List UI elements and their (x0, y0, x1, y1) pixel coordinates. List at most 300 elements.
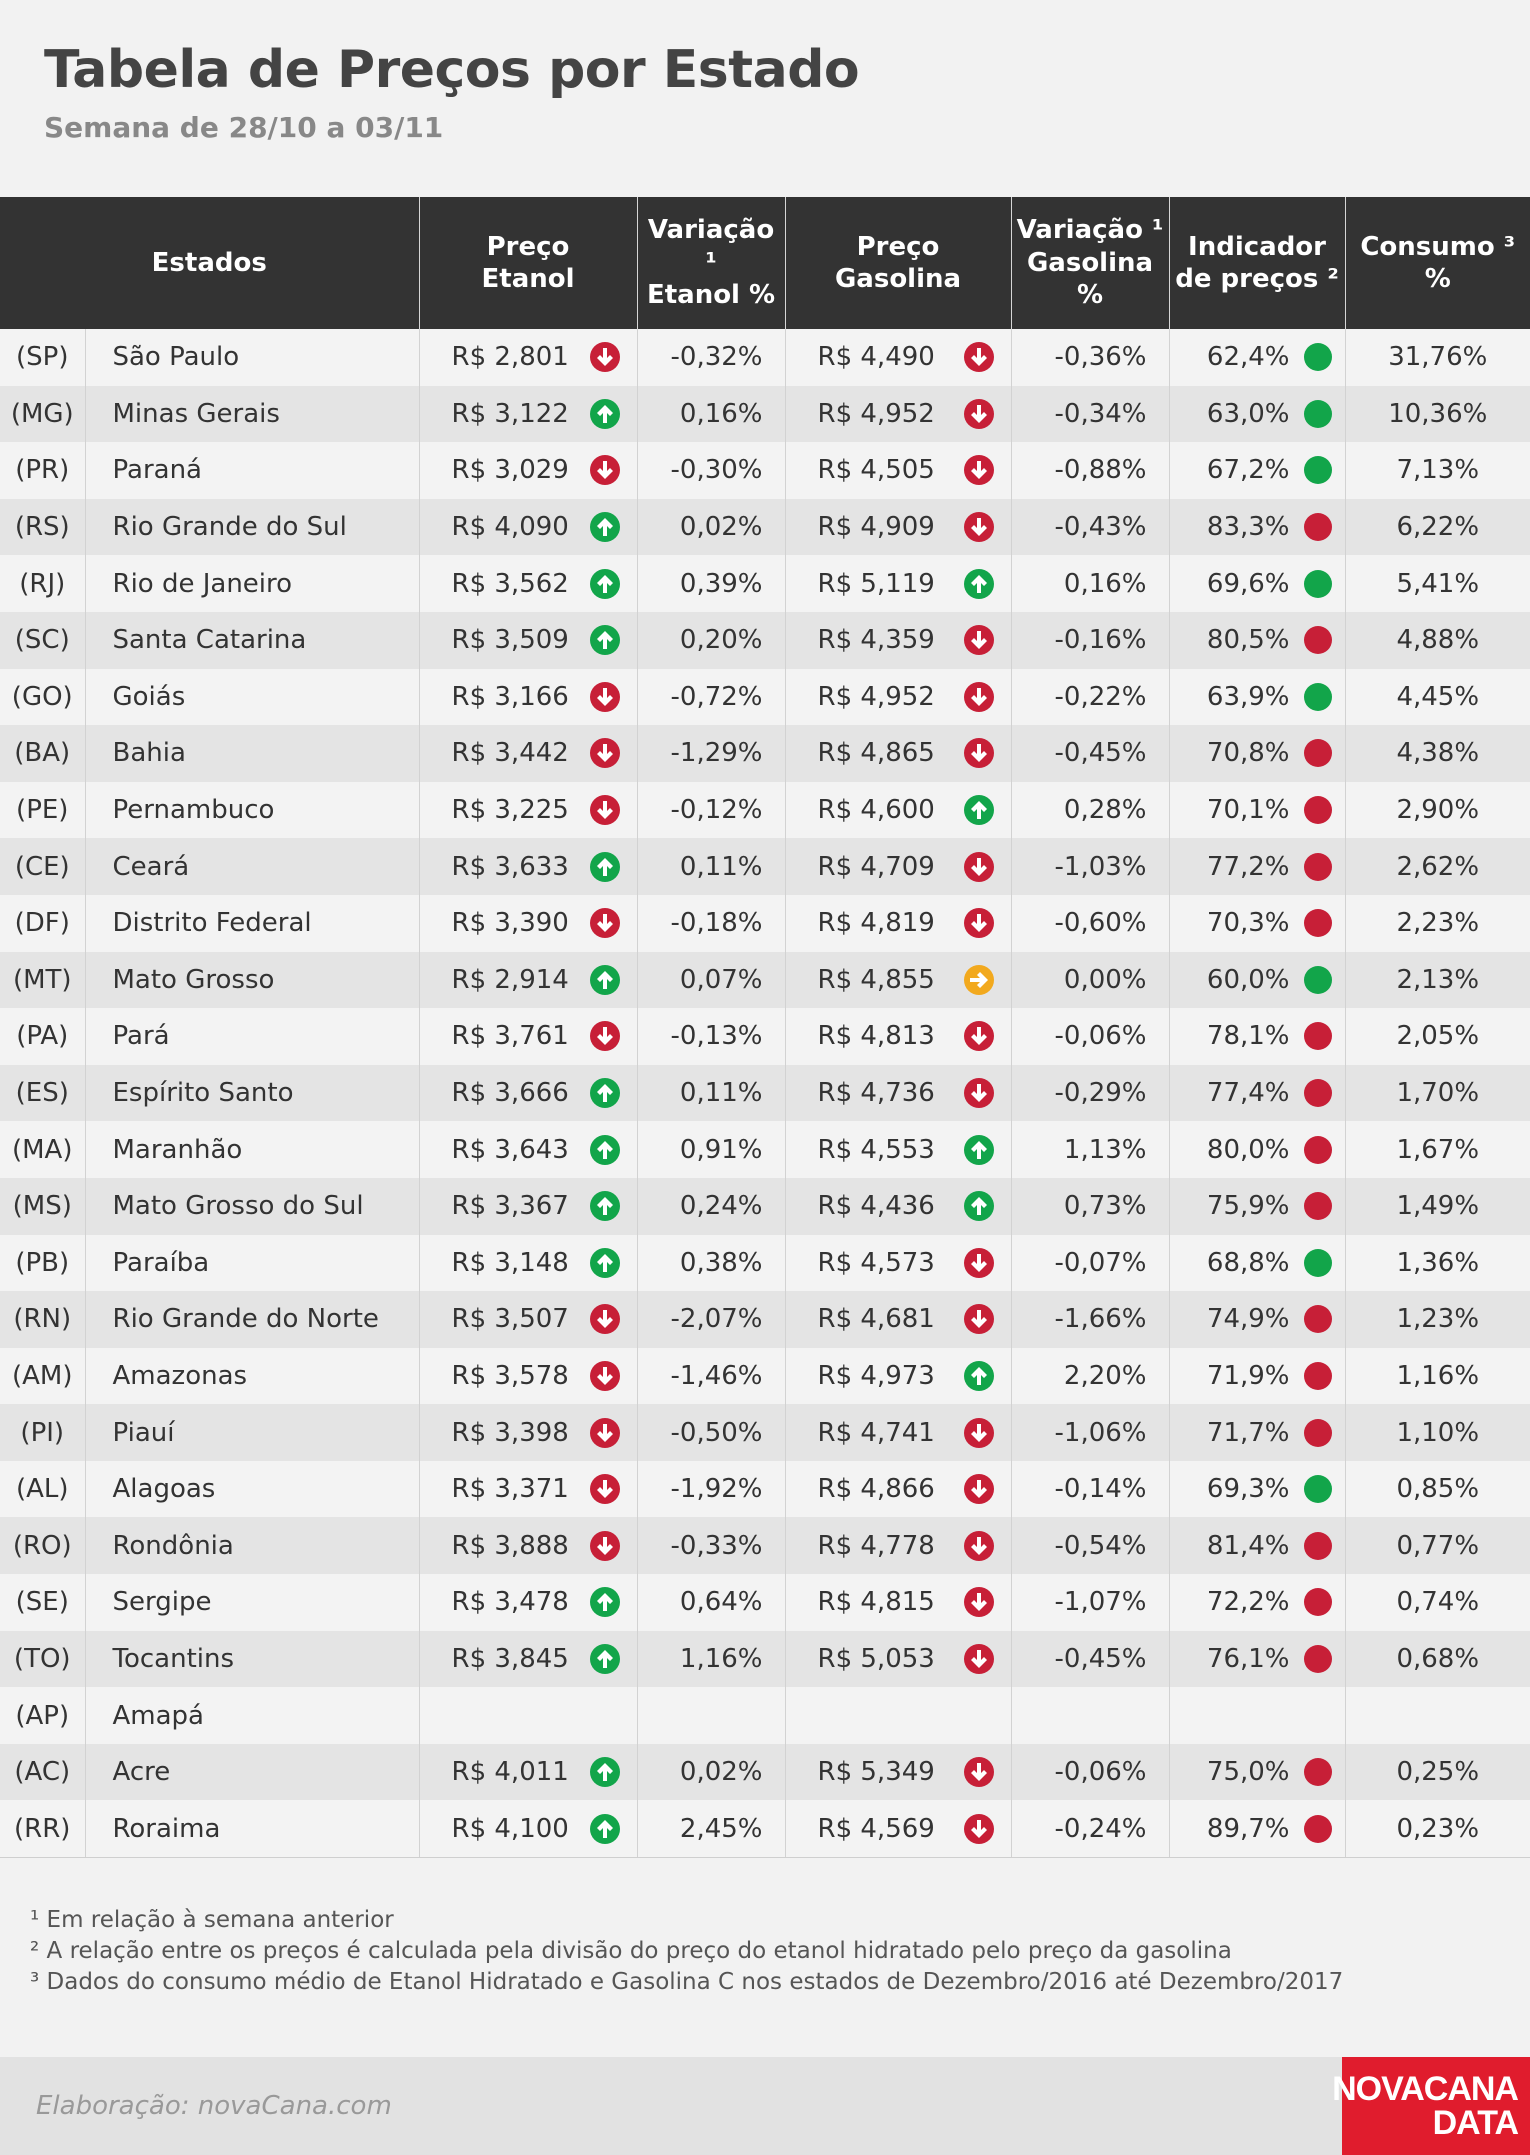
variation-gasolina: 0,00% (1011, 952, 1169, 1009)
variation-gasolina: 0,28% (1011, 782, 1169, 839)
consumption: 1,23% (1345, 1291, 1530, 1348)
logo-line-1: NOVACANA (1332, 2070, 1518, 2108)
price-gasolina-value: R$ 4,736 (817, 1078, 935, 1109)
state-name: Espírito Santo (85, 1065, 419, 1122)
variation-etanol: 0,39% (637, 555, 785, 612)
price-indicator (1169, 1178, 1345, 1235)
price-indicator-value: 60,0% (1206, 964, 1290, 995)
arrow-down-icon (963, 1020, 995, 1052)
price-indicator (1169, 1008, 1345, 1065)
price-gasolina (785, 1461, 1011, 1518)
green-dot-icon (1304, 400, 1332, 428)
variation-etanol: -0,50% (637, 1404, 785, 1461)
table-row (0, 1235, 1530, 1292)
red-dot-icon (1304, 513, 1332, 541)
price-gasolina (785, 1631, 1011, 1688)
price-gasolina-value: R$ 5,053 (817, 1643, 935, 1674)
variation-gasolina: 1,13% (1011, 1121, 1169, 1178)
price-gasolina (785, 1065, 1011, 1122)
price-etanol (419, 442, 637, 499)
price-etanol (419, 1065, 637, 1122)
consumption: 4,88% (1345, 612, 1530, 669)
price-etanol-value: R$ 3,367 (451, 1191, 569, 1222)
state-code: (AC) (0, 1744, 85, 1801)
variation-gasolina: -0,29% (1011, 1065, 1169, 1122)
variation-etanol: 1,16% (637, 1631, 785, 1688)
col-consumo: Consumo ³ % (1345, 197, 1530, 329)
green-dot-icon (1304, 1249, 1332, 1277)
consumption: 0,77% (1345, 1517, 1530, 1574)
price-indicator (1169, 1291, 1345, 1348)
variation-etanol: -1,29% (637, 725, 785, 782)
state-code: (BA) (0, 725, 85, 782)
consumption: 10,36% (1345, 386, 1530, 443)
arrow-right-icon (963, 964, 995, 996)
price-gasolina (785, 612, 1011, 669)
price-gasolina (785, 329, 1011, 386)
table-row (0, 555, 1530, 612)
arrow-down-icon (589, 1360, 621, 1392)
variation-etanol: 0,11% (637, 1065, 785, 1122)
state-name: Rio Grande do Norte (85, 1291, 419, 1348)
arrow-up-icon (963, 794, 995, 826)
state-name: Amapá (85, 1687, 419, 1744)
price-gasolina-value: R$ 4,681 (817, 1304, 935, 1335)
price-gasolina (785, 1121, 1011, 1178)
state-code: (PR) (0, 442, 85, 499)
arrow-up-icon (589, 1756, 621, 1788)
price-etanol (419, 612, 637, 669)
table-row (0, 1008, 1530, 1065)
price-indicator-value: 68,8% (1206, 1247, 1290, 1278)
price-gasolina-value: R$ 4,952 (817, 681, 935, 712)
arrow-up-icon (589, 1586, 621, 1618)
variation-etanol: -0,13% (637, 1008, 785, 1065)
price-gasolina (785, 1008, 1011, 1065)
header (44, 42, 859, 144)
price-indicator-value: 70,8% (1206, 738, 1290, 769)
red-dot-icon (1304, 1645, 1332, 1673)
table-row (0, 1800, 1530, 1857)
price-etanol (419, 1574, 637, 1631)
variation-etanol: -0,33% (637, 1517, 785, 1574)
price-gasolina-value: R$ 4,436 (817, 1191, 935, 1222)
price-gasolina-value: R$ 4,505 (817, 455, 935, 486)
table-row (0, 612, 1530, 669)
price-indicator (1169, 1800, 1345, 1857)
price-etanol-value: R$ 3,166 (451, 681, 569, 712)
price-etanol (419, 669, 637, 726)
arrow-down-icon (963, 454, 995, 486)
table-row (0, 838, 1530, 895)
price-gasolina-value: R$ 4,741 (817, 1417, 935, 1448)
consumption: 0,25% (1345, 1744, 1530, 1801)
price-gasolina-value: R$ 4,359 (817, 625, 935, 656)
arrow-down-icon (963, 907, 995, 939)
price-gasolina (785, 838, 1011, 895)
arrow-down-icon (963, 851, 995, 883)
state-name: Mato Grosso (85, 952, 419, 1009)
consumption: 7,13% (1345, 442, 1530, 499)
variation-etanol: 0,64% (637, 1574, 785, 1631)
state-name: Acre (85, 1744, 419, 1801)
price-indicator-value: 69,3% (1206, 1474, 1290, 1505)
price-etanol-value: R$ 4,011 (451, 1757, 569, 1788)
price-indicator (1169, 329, 1345, 386)
consumption: 1,67% (1345, 1121, 1530, 1178)
arrow-up-icon (589, 511, 621, 543)
price-indicator-value: 77,2% (1206, 851, 1290, 882)
consumption: 2,90% (1345, 782, 1530, 839)
price-gasolina (785, 952, 1011, 1009)
state-code: (PA) (0, 1008, 85, 1065)
price-etanol-value: R$ 3,845 (451, 1643, 569, 1674)
price-etanol-value: R$ 3,633 (451, 851, 569, 882)
consumption: 2,13% (1345, 952, 1530, 1009)
arrow-down-icon (963, 341, 995, 373)
state-code: (MA) (0, 1121, 85, 1178)
red-dot-icon (1304, 1758, 1332, 1786)
arrow-up-icon (589, 624, 621, 656)
price-gasolina-value: R$ 4,855 (817, 964, 935, 995)
price-indicator-value: 63,0% (1206, 398, 1290, 429)
price-etanol (419, 1178, 637, 1235)
state-name: Paraíba (85, 1235, 419, 1292)
footnotes (30, 1905, 1343, 1998)
price-indicator-value: 81,4% (1206, 1530, 1290, 1561)
table-row (0, 1517, 1530, 1574)
variation-etanol: 0,16% (637, 386, 785, 443)
red-dot-icon (1304, 1079, 1332, 1107)
price-gasolina-value: R$ 4,813 (817, 1021, 935, 1052)
price-etanol (419, 1461, 637, 1518)
footnote-1: ¹ Em relação à semana anterior (30, 1907, 394, 1933)
arrow-down-icon (963, 1586, 995, 1618)
table-row (0, 725, 1530, 782)
state-code: (RO) (0, 1517, 85, 1574)
arrow-up-icon (589, 1190, 621, 1222)
price-gasolina (785, 1744, 1011, 1801)
price-indicator (1169, 895, 1345, 952)
state-code: (PE) (0, 782, 85, 839)
variation-etanol: -1,46% (637, 1348, 785, 1405)
variation-etanol: 0,02% (637, 499, 785, 556)
state-name: Rio Grande do Sul (85, 499, 419, 556)
variation-etanol: -2,07% (637, 1291, 785, 1348)
arrow-down-icon (963, 1813, 995, 1845)
table-row (0, 1687, 1530, 1744)
state-code: (DF) (0, 895, 85, 952)
consumption: 5,41% (1345, 555, 1530, 612)
price-gasolina (785, 895, 1011, 952)
price-indicator (1169, 1065, 1345, 1122)
price-etanol (419, 1687, 637, 1744)
state-name: Bahia (85, 725, 419, 782)
footnote-3: ³ Dados do consumo médio de Etanol Hidratado e Gasolina C nos estados de Dezembro/2016 até Dezembro/2017 (30, 1969, 1344, 1995)
variation-gasolina: -0,06% (1011, 1008, 1169, 1065)
consumption: 2,62% (1345, 838, 1530, 895)
variation-gasolina (1011, 1687, 1169, 1744)
arrow-down-icon (589, 341, 621, 373)
price-gasolina (785, 1235, 1011, 1292)
price-indicator-value: 69,6% (1206, 568, 1290, 599)
green-dot-icon (1304, 456, 1332, 484)
price-etanol-value: R$ 3,643 (451, 1134, 569, 1165)
price-indicator (1169, 386, 1345, 443)
table-row (0, 1348, 1530, 1405)
red-dot-icon (1304, 1362, 1332, 1390)
col-estados: Estados (0, 197, 419, 329)
price-indicator (1169, 555, 1345, 612)
table-row (0, 1121, 1530, 1178)
table-row (0, 386, 1530, 443)
price-indicator-value: 89,7% (1206, 1813, 1290, 1844)
price-indicator (1169, 1404, 1345, 1461)
state-name: Maranhão (85, 1121, 419, 1178)
variation-etanol: -0,18% (637, 895, 785, 952)
price-indicator-value: 77,4% (1206, 1078, 1290, 1109)
arrow-down-icon (589, 907, 621, 939)
variation-gasolina: -0,54% (1011, 1517, 1169, 1574)
price-gasolina-value: R$ 4,819 (817, 908, 935, 939)
price-gasolina-value: R$ 4,815 (817, 1587, 935, 1618)
arrow-down-icon (589, 1303, 621, 1335)
table-header-row (0, 197, 1530, 329)
arrow-down-icon (963, 1530, 995, 1562)
variation-gasolina: -0,60% (1011, 895, 1169, 952)
table-row (0, 895, 1530, 952)
red-dot-icon (1304, 626, 1332, 654)
state-name: Goiás (85, 669, 419, 726)
state-name: Piauí (85, 1404, 419, 1461)
logo-line-2: DATA (1432, 2104, 1518, 2142)
price-etanol-value: R$ 4,100 (451, 1813, 569, 1844)
variation-gasolina: -1,07% (1011, 1574, 1169, 1631)
col-variacao-gasolina: Variação ¹ Gasolina % (1011, 197, 1169, 329)
price-etanol-value: R$ 4,090 (451, 512, 569, 543)
table-row (0, 1744, 1530, 1801)
variation-gasolina: -0,06% (1011, 1744, 1169, 1801)
state-code: (RJ) (0, 555, 85, 612)
price-etanol (419, 1008, 637, 1065)
page-title: Tabela de Preços por Estado (44, 40, 860, 100)
variation-gasolina: -0,43% (1011, 499, 1169, 556)
variation-etanol: 0,24% (637, 1178, 785, 1235)
red-dot-icon (1304, 853, 1332, 881)
price-gasolina-value: R$ 4,573 (817, 1247, 935, 1278)
price-indicator-value: 74,9% (1206, 1304, 1290, 1335)
price-gasolina (785, 1404, 1011, 1461)
table-row (0, 1461, 1530, 1518)
price-gasolina-value: R$ 4,909 (817, 512, 935, 543)
price-gasolina (785, 555, 1011, 612)
price-table (0, 197, 1530, 1858)
price-indicator-value: 70,3% (1206, 908, 1290, 939)
variation-gasolina: -1,66% (1011, 1291, 1169, 1348)
price-indicator-value: 62,4% (1206, 342, 1290, 373)
arrow-up-icon (963, 1190, 995, 1222)
price-indicator (1169, 1744, 1345, 1801)
arrow-up-icon (589, 1247, 621, 1279)
price-etanol (419, 386, 637, 443)
price-indicator (1169, 1517, 1345, 1574)
price-gasolina-value: R$ 4,866 (817, 1474, 935, 1505)
state-name: Amazonas (85, 1348, 419, 1405)
price-etanol (419, 838, 637, 895)
state-code: (MT) (0, 952, 85, 1009)
state-code: (GO) (0, 669, 85, 726)
arrow-down-icon (963, 1303, 995, 1335)
consumption: 1,70% (1345, 1065, 1530, 1122)
price-indicator (1169, 1235, 1345, 1292)
price-etanol-value: R$ 3,122 (451, 398, 569, 429)
consumption: 1,36% (1345, 1235, 1530, 1292)
col-preco-gasolina: Preço Gasolina (785, 197, 1011, 329)
red-dot-icon (1304, 1136, 1332, 1164)
price-indicator-value: 70,1% (1206, 795, 1290, 826)
arrow-down-icon (589, 794, 621, 826)
credit-text: Elaboração: novaCana.com (36, 2091, 392, 2121)
price-gasolina-value: R$ 4,778 (817, 1530, 935, 1561)
price-indicator-value: 75,0% (1206, 1757, 1290, 1788)
green-dot-icon (1304, 966, 1332, 994)
price-etanol-value: R$ 3,507 (451, 1304, 569, 1335)
price-indicator (1169, 952, 1345, 1009)
price-indicator (1169, 1121, 1345, 1178)
price-gasolina (785, 499, 1011, 556)
price-etanol (419, 1348, 637, 1405)
arrow-down-icon (963, 511, 995, 543)
state-name: Ceará (85, 838, 419, 895)
footer (0, 2057, 1530, 2155)
price-etanol (419, 1744, 637, 1801)
variation-etanol: 0,91% (637, 1121, 785, 1178)
variation-etanol: -0,72% (637, 669, 785, 726)
red-dot-icon (1304, 796, 1332, 824)
consumption: 4,38% (1345, 725, 1530, 782)
state-code: (AP) (0, 1687, 85, 1744)
red-dot-icon (1304, 739, 1332, 767)
consumption: 2,05% (1345, 1008, 1530, 1065)
price-indicator-value: 80,0% (1206, 1134, 1290, 1165)
price-gasolina-value: R$ 4,952 (817, 398, 935, 429)
price-etanol-value: R$ 3,666 (451, 1078, 569, 1109)
green-dot-icon (1304, 570, 1332, 598)
arrow-down-icon (589, 454, 621, 486)
price-indicator-value: 63,9% (1206, 681, 1290, 712)
novacana-data-logo[interactable] (1332, 2057, 1530, 2155)
consumption (1345, 1687, 1530, 1744)
price-etanol-value: R$ 3,029 (451, 455, 569, 486)
price-gasolina (785, 1517, 1011, 1574)
consumption: 0,74% (1345, 1574, 1530, 1631)
arrow-down-icon (963, 1756, 995, 1788)
price-indicator (1169, 1631, 1345, 1688)
consumption: 6,22% (1345, 499, 1530, 556)
arrow-down-icon (963, 624, 995, 656)
price-gasolina (785, 1291, 1011, 1348)
variation-gasolina: -0,14% (1011, 1461, 1169, 1518)
price-indicator (1169, 1461, 1345, 1518)
table-row (0, 669, 1530, 726)
col-indicador: Indicador de preços ² (1169, 197, 1345, 329)
state-code: (SC) (0, 612, 85, 669)
state-code: (MG) (0, 386, 85, 443)
variation-etanol: 0,02% (637, 1744, 785, 1801)
arrow-down-icon (589, 1020, 621, 1052)
arrow-down-icon (963, 1473, 995, 1505)
red-dot-icon (1304, 1192, 1332, 1220)
price-etanol-value: R$ 3,390 (451, 908, 569, 939)
price-etanol-value: R$ 3,478 (451, 1587, 569, 1618)
arrow-up-icon (589, 1643, 621, 1675)
red-dot-icon (1304, 1305, 1332, 1333)
consumption: 1,49% (1345, 1178, 1530, 1235)
arrow-down-icon (963, 681, 995, 713)
arrow-up-icon (589, 1813, 621, 1845)
arrow-up-icon (963, 568, 995, 600)
state-name: Roraima (85, 1800, 419, 1857)
price-etanol (419, 1631, 637, 1688)
state-name: São Paulo (85, 329, 419, 386)
consumption: 1,16% (1345, 1348, 1530, 1405)
price-etanol (419, 725, 637, 782)
variation-gasolina: 0,73% (1011, 1178, 1169, 1235)
price-etanol (419, 555, 637, 612)
price-indicator-value: 71,9% (1206, 1360, 1290, 1391)
price-gasolina (785, 669, 1011, 726)
price-indicator (1169, 669, 1345, 726)
red-dot-icon (1304, 1022, 1332, 1050)
consumption: 4,45% (1345, 669, 1530, 726)
price-indicator-value: 80,5% (1206, 625, 1290, 656)
price-indicator (1169, 442, 1345, 499)
state-name: Distrito Federal (85, 895, 419, 952)
consumption: 0,68% (1345, 1631, 1530, 1688)
variation-gasolina: -0,88% (1011, 442, 1169, 499)
arrow-up-icon (589, 1077, 621, 1109)
state-name: Tocantins (85, 1631, 419, 1688)
price-etanol (419, 499, 637, 556)
red-dot-icon (1304, 1815, 1332, 1843)
table-row (0, 952, 1530, 1009)
price-indicator (1169, 499, 1345, 556)
variation-gasolina: -0,45% (1011, 1631, 1169, 1688)
state-code: (RN) (0, 1291, 85, 1348)
state-code: (RR) (0, 1800, 85, 1857)
page-subtitle: Semana de 28/10 a 03/11 (44, 111, 444, 145)
price-indicator (1169, 725, 1345, 782)
arrow-down-icon (963, 1247, 995, 1279)
price-indicator-value: 75,9% (1206, 1191, 1290, 1222)
arrow-up-icon (589, 964, 621, 996)
price-gasolina-value: R$ 4,973 (817, 1360, 935, 1391)
arrow-up-icon (589, 1134, 621, 1166)
price-indicator (1169, 838, 1345, 895)
price-etanol-value: R$ 3,761 (451, 1021, 569, 1052)
variation-etanol: -0,32% (637, 329, 785, 386)
state-code: (CE) (0, 838, 85, 895)
price-gasolina (785, 1178, 1011, 1235)
arrow-down-icon (963, 398, 995, 430)
price-gasolina (785, 1800, 1011, 1857)
state-name: Pará (85, 1008, 419, 1065)
variation-gasolina: -0,22% (1011, 669, 1169, 726)
variation-gasolina: 0,16% (1011, 555, 1169, 612)
price-indicator-value: 72,2% (1206, 1587, 1290, 1618)
price-indicator (1169, 1687, 1345, 1744)
price-etanol-value: R$ 3,578 (451, 1360, 569, 1391)
